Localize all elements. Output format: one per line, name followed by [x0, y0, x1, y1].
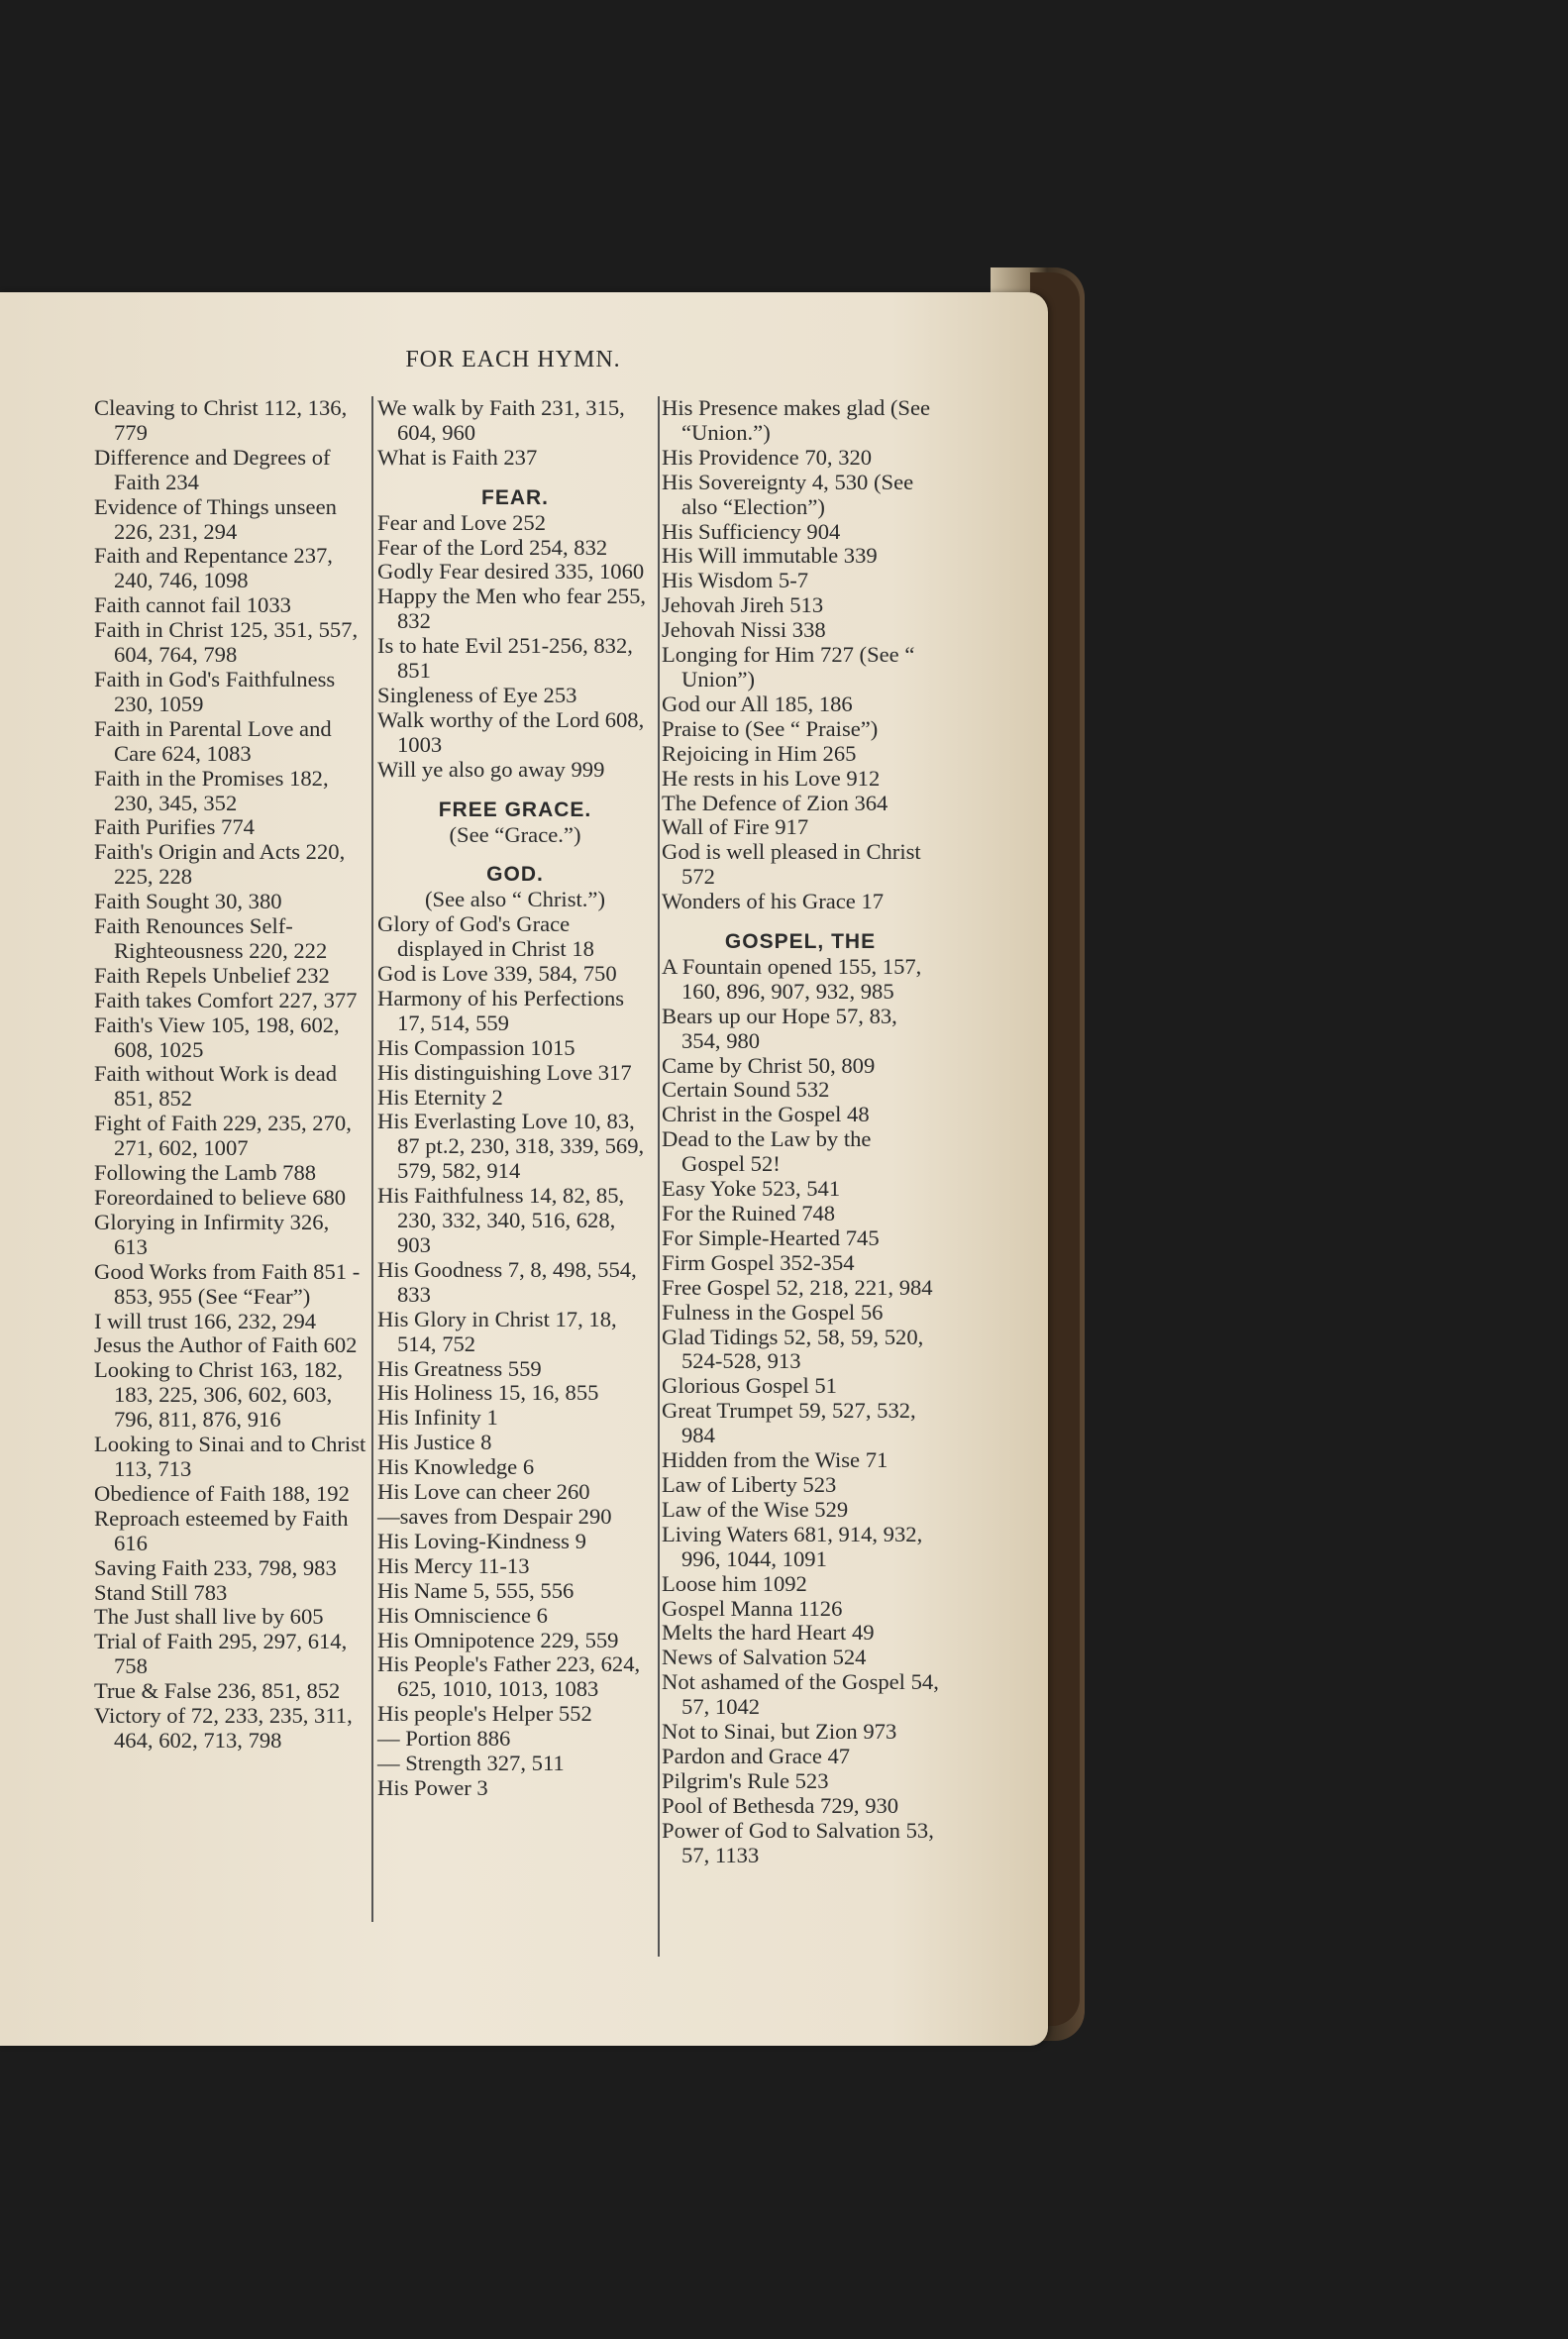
index-entry: The Defence of Zion 364: [662, 790, 889, 815]
index-entry: —saves from Despair 290: [377, 1503, 612, 1529]
index-entry: Following the Lamb 788: [94, 1160, 317, 1186]
index-entry: His people's Helper 552: [377, 1701, 592, 1727]
index-entry: Gospel Manna 1126: [662, 1595, 843, 1621]
index-entry: Fear and Love 252: [377, 509, 547, 535]
index-entry: Law of Liberty 523: [662, 1471, 837, 1497]
index-entry: Melts the hard Heart 49: [662, 1620, 875, 1646]
index-entry: His Infinity 1: [377, 1405, 498, 1431]
index-entry: Fight of Faith 229, 235, 270, 271, 602, 1007: [94, 1111, 352, 1161]
index-entry: His Knowledge 6: [377, 1454, 535, 1480]
index-entry: Walk worthy of the Lord 608, 1003: [377, 706, 645, 757]
index-entry: Glorious Gospel 51: [662, 1373, 837, 1399]
index-entry: Fear of the Lord 254, 832: [377, 534, 608, 560]
index-entry: Singleness of Eye 253: [377, 682, 577, 707]
index-entry: His Wisdom 5-7: [662, 568, 809, 593]
index-entry: I will trust 166, 232, 294: [94, 1308, 317, 1333]
index-entry: His Mercy 11-13: [377, 1552, 530, 1578]
index-entry: His Faithfulness 14, 82, 85, 230, 332, 340, 516, 628, 903: [377, 1183, 625, 1257]
index-entry: Difference and Degrees of Faith 234: [94, 444, 331, 494]
index-entry: Faith takes Comfort 227, 377: [94, 987, 358, 1012]
index-entry: Faith Renounces Self-Righteousness 220, 222: [94, 913, 328, 963]
index-entry: Glory of God's Grace displayed in Christ 18: [377, 911, 594, 962]
page-header: FOR EACH HYMN.: [405, 347, 621, 372]
index-entry: God our All 185, 186: [662, 691, 853, 716]
column-divider: [658, 396, 660, 1957]
index-entry: Faith in God's Faithfulness 230, 1059: [94, 666, 336, 716]
index-entry: His Providence 70, 320: [662, 444, 873, 470]
index-entry: His Sovereignty 4, 530 (See also “Election”): [662, 469, 914, 519]
section-note-free-grace: (See “Grace.”): [449, 821, 581, 847]
index-entry: Faith Repels Unbelief 232: [94, 962, 330, 988]
index-entry: Looking to Christ 163, 182, 183, 225, 306, 602, 603, 796, 811, 876, 916: [94, 1357, 344, 1433]
index-entry: Victory of 72, 233, 235, 311, 464, 602, 713, 798: [94, 1703, 353, 1753]
section-title-god: GOD.: [486, 863, 544, 887]
section-title-fear: FEAR.: [481, 485, 549, 509]
index-entry: For the Ruined 748: [662, 1201, 836, 1225]
index-entry: Good Works from Faith 851 - 853, 955 (See “Fear”): [94, 1258, 361, 1309]
index-entry: Fulness in the Gospel 56: [662, 1299, 884, 1325]
index-column-1: [94, 396, 366, 1754]
index-entry: Glad Tidings 52, 58, 59, 520, 524-528, 913: [662, 1324, 924, 1374]
index-entry: Not ashamed of the Gospel 54, 57, 1042: [662, 1669, 939, 1720]
section-title-free-grace: FREE GRACE.: [438, 797, 592, 821]
index-entry: The Just shall live by 605: [94, 1604, 324, 1630]
index-entry: His Love can cheer 260: [377, 1479, 590, 1505]
index-entry: Foreordained to believe 680: [94, 1185, 347, 1210]
index-entry: Faith Purifies 774: [94, 814, 255, 840]
index-entry: Faith in Parental Love and Care 624, 1083: [94, 715, 332, 766]
index-entry: Praise to (See “ Praise”): [662, 715, 879, 741]
index-entry: For Simple-Hearted 745: [662, 1224, 880, 1250]
index-entry: Looking to Sinai and to Christ 113, 713: [94, 1432, 366, 1481]
index-entry: His Will immutable 339: [662, 543, 878, 569]
index-entry: Glorying in Infirmity 326, 613: [94, 1209, 330, 1259]
index-entry: His Compassion 1015: [377, 1034, 575, 1060]
index-entry: Trial of Faith 295, 297, 614, 758: [94, 1629, 348, 1679]
index-entry: True & False 236, 851, 852: [94, 1678, 341, 1704]
index-entry: Faith cannot fail 1033: [94, 592, 291, 618]
index-entry: — Portion 886: [377, 1726, 511, 1752]
index-entry: Will ye also go away 999: [377, 756, 605, 782]
index-entry: Easy Yoke 523, 541: [662, 1176, 841, 1202]
index-entry: Free Gospel 52, 218, 221, 984: [662, 1274, 933, 1300]
index-entry: Power of God to Salvation 53, 57, 1133: [662, 1817, 934, 1867]
index-entry: God is well pleased in Christ 572: [662, 839, 921, 890]
index-entry: His Glory in Christ 17, 18, 514, 752: [377, 1306, 617, 1356]
index-entry: His Name 5, 555, 556: [377, 1577, 575, 1603]
index-entry: His Loving-Kindness 9: [377, 1528, 586, 1553]
index-entry: Reproach esteemed by Faith 616: [94, 1505, 349, 1555]
section-title-gospel: GOSPEL, THE: [724, 930, 877, 954]
index-entry: — Strength 327, 511: [377, 1751, 565, 1776]
index-entry: Saving Faith 233, 798, 983: [94, 1554, 337, 1580]
index-entry: News of Salvation 524: [662, 1645, 867, 1670]
index-entry: His Omnipotence 229, 559: [377, 1627, 619, 1652]
index-entry: Christ in the Gospel 48: [662, 1102, 870, 1127]
index-entry: Stand Still 783: [94, 1579, 228, 1605]
index-entry: Law of the Wise 529: [662, 1496, 849, 1522]
index-entry: Dead to the Law by the Gospel 52!: [662, 1126, 872, 1177]
index-entry: His Presence makes glad (See “Union.”): [662, 395, 931, 445]
index-entry: Faith and Repentance 237, 240, 746, 1098: [94, 543, 333, 593]
index-entry: Obedience of Faith 188, 192: [94, 1480, 350, 1506]
index-entry: Living Waters 681, 914, 932, 996, 1044, 1091: [662, 1521, 923, 1571]
index-entry: Harmony of his Perfections 17, 514, 559: [377, 985, 625, 1035]
index-entry: His Holiness 15, 16, 855: [377, 1380, 599, 1406]
index-entry: Evidence of Things unseen 226, 231, 294: [94, 493, 337, 544]
index-entry: Faith's Origin and Acts 220, 225, 228: [94, 839, 346, 890]
index-entry: Firm Gospel 352-354: [662, 1249, 855, 1275]
index-entry: Faith in Christ 125, 351, 557, 604, 764, 798: [94, 617, 359, 668]
index-entry: Godly Fear desired 335, 1060: [377, 559, 645, 585]
index-entry: Jehovah Jireh 513: [662, 592, 824, 618]
index-entry: Jesus the Author of Faith 602: [94, 1332, 358, 1358]
index-entry: Jehovah Nissi 338: [662, 617, 826, 643]
index-entry: His Sufficiency 904: [662, 518, 841, 544]
index-entry: His Greatness 559: [377, 1355, 542, 1381]
index-entry: Rejoicing in Him 265: [662, 740, 857, 766]
index-entry: Pilgrim's Rule 523: [662, 1767, 829, 1793]
index-column-2: [377, 396, 653, 1801]
index-entry: Cleaving to Christ 112, 136, 779: [94, 395, 348, 445]
index-entry: His People's Father 223, 624, 625, 1010, 1013, 1083: [377, 1651, 641, 1702]
index-entry: His Eternity 2: [377, 1084, 503, 1110]
index-entry: We walk by Faith 231, 315, 604, 960: [377, 395, 625, 445]
index-entry: Wall of Fire 917: [662, 814, 809, 840]
index-entry: Certain Sound 532: [662, 1077, 830, 1103]
index-entry: Faith without Work is dead 851, 852: [94, 1061, 338, 1112]
index-entry: Faith Sought 30, 380: [94, 889, 282, 914]
index-entry: God is Love 339, 584, 750: [377, 961, 617, 987]
index-entry: His Everlasting Love 10, 83, 87 pt.2, 230, 318, 339, 569, 579, 582, 914: [377, 1109, 645, 1184]
index-entry: Not to Sinai, but Zion 973: [662, 1719, 897, 1745]
section-note-god: (See also “ Christ.”): [425, 887, 605, 912]
index-entry: Bears up our Hope 57, 83, 354, 980: [662, 1003, 897, 1053]
index-entry: Came by Christ 50, 809: [662, 1052, 876, 1078]
index-entry: Longing for Him 727 (See “ Union”): [662, 642, 915, 691]
index-column-3: [662, 396, 939, 1867]
index-entry: His Justice 8: [377, 1430, 492, 1455]
index-entry: Pardon and Grace 47: [662, 1743, 851, 1768]
index-entry: Pool of Bethesda 729, 930: [662, 1792, 899, 1818]
index-entry: His Goodness 7, 8, 498, 554, 833: [377, 1256, 637, 1307]
index-entry: His Omniscience 6: [377, 1602, 548, 1628]
index-entry: His Power 3: [377, 1774, 488, 1800]
index-entry: A Fountain opened 155, 157, 160, 896, 907, 932, 985: [662, 953, 922, 1004]
index-entry: Wonders of his Grace 17: [662, 889, 885, 914]
index-entry: Faith's View 105, 198, 602, 608, 1025: [94, 1011, 340, 1062]
index-entry: Happy the Men who fear 255, 832: [377, 584, 647, 634]
index-entry: His distinguishing Love 317: [377, 1059, 632, 1085]
index-entry: Is to hate Evil 251-256, 832, 851: [377, 633, 633, 684]
index-entry: Great Trumpet 59, 527, 532, 984: [662, 1398, 916, 1448]
index-entry: Loose him 1092: [662, 1570, 807, 1596]
index-entry: What is Faith 237: [377, 444, 538, 470]
index-entry: He rests in his Love 912: [662, 765, 881, 791]
index-entry: Faith in the Promises 182, 230, 345, 352: [94, 765, 329, 815]
index-entry: Hidden from the Wise 71: [662, 1447, 889, 1473]
column-divider: [371, 396, 373, 1922]
